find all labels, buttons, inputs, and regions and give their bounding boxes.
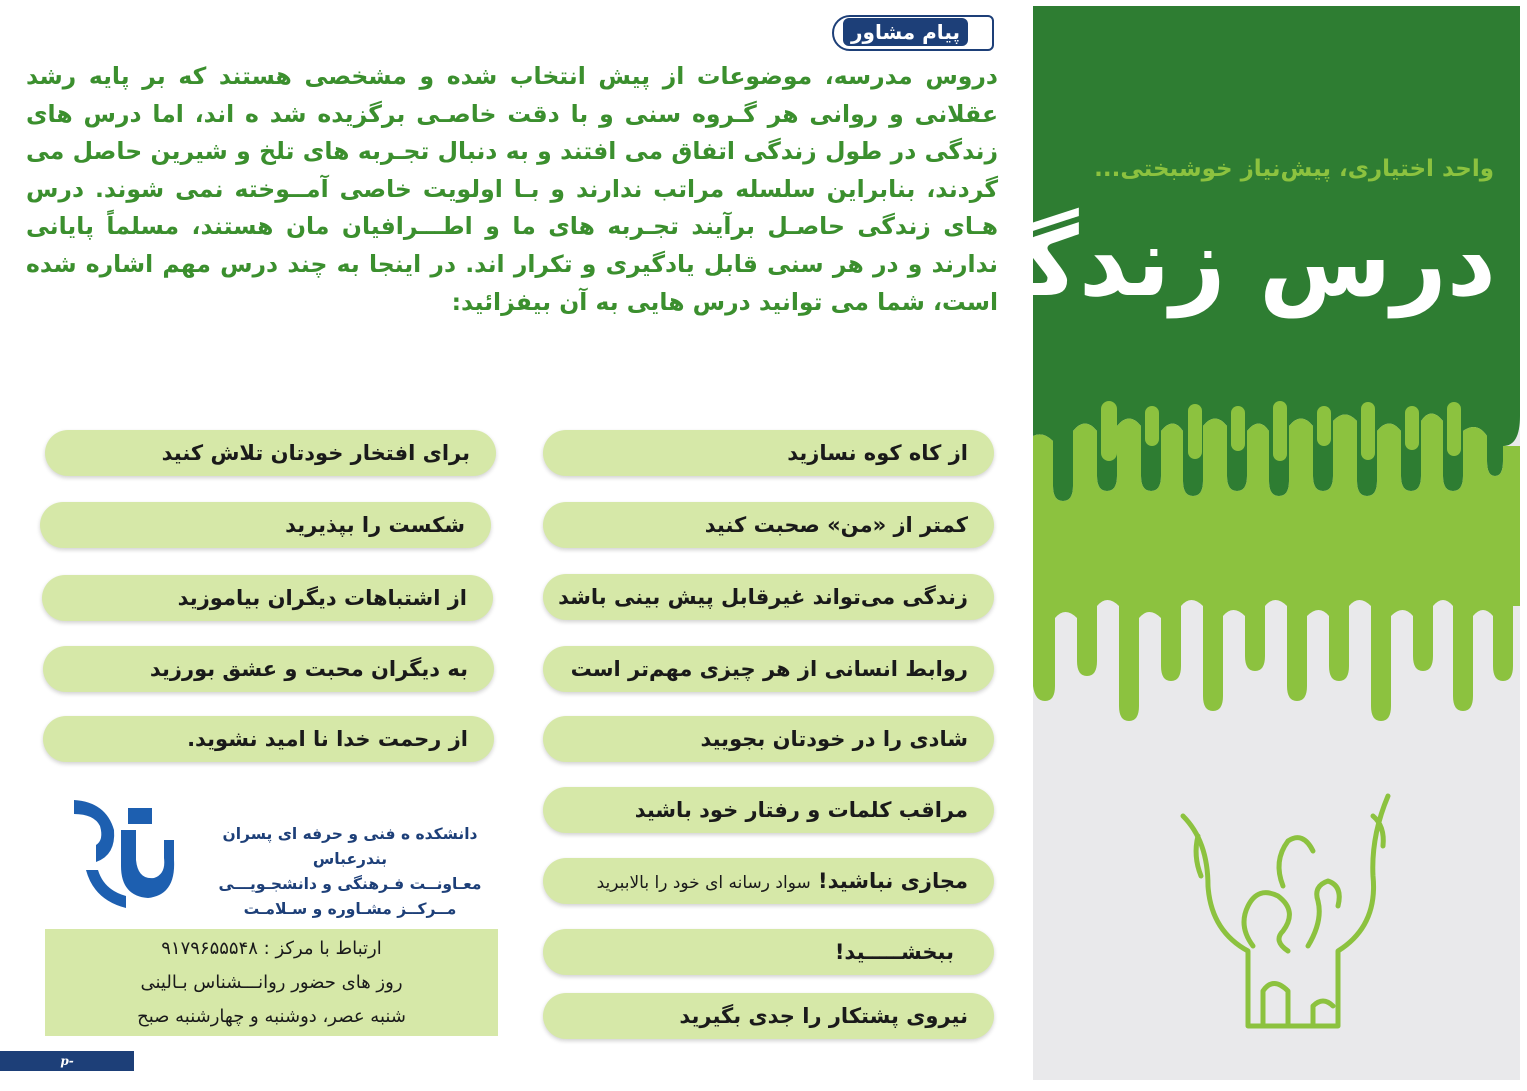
intro-paragraph: دروس مدرسه، موضوعات از پیش انتخاب شده و مشخصی هستند که بر پایه رشد عقلانی و روانی هر گـروه سنی و با دقت خاصـی برگزیده شد ه اند، اما درس های زندگی در طول زندگی اتفاق می افتند و به دنبال تجـربه های تلخ و شیرین حاصل می گردند، بنابراین سلسله مراتب ندارند و بـا اولویت خاصی آمــوخته نمی شوند. درس هـای زندگی حاصـل برآیند تجـربه های ما و اطـــرافیان مان هستند، مسلماً پایانی ندارند و در هر سنی قابل یادگیری و تکرار اند. در اینجا به چند درس مهم اشاره شده است، شما می توانید درس هایی به آن بیفزائید: <box>26 62 998 316</box>
brand-logo <box>832 15 994 51</box>
lesson-item: مراقب کلمات و رفتار خود باشید <box>543 787 994 833</box>
lesson-item-main: مجازی نباشید! <box>818 869 968 893</box>
college-logo-icon <box>66 800 174 910</box>
site-url-badge[interactable]: p-bandarabas.nus.ac.ir <box>0 1051 134 1071</box>
college-info <box>205 822 495 922</box>
brand-label: پیام مشاور <box>843 18 968 46</box>
lesson-item: زندگی می‌تواند غیرقابل پیش بینی باشد <box>543 574 994 620</box>
lesson-item: شادی را در خودتان بجویید <box>543 716 994 762</box>
lesson-item: برای افتخار خودتان تلاش کنید <box>45 430 496 476</box>
contact-box <box>45 929 498 1036</box>
college-name: دانشکده ه فنی و حرفه ای پسران بندرعباس <box>222 825 478 868</box>
college-deputy: معـاونــت فـرهنگی و دانشجـویـــی <box>218 875 482 893</box>
title-panel <box>925 6 1520 1080</box>
lesson-item: نیروی پشتکار را جدی بگیرید <box>543 993 994 1039</box>
contact-days: شنبه عصر، دوشنبه و چهارشنبه صبح <box>137 1006 406 1027</box>
contact-phone: ارتباط با مرکز : ۹۱۷۹۶۵۵۵۴۸ <box>161 938 382 959</box>
lesson-item-suffix: سواد رسانه ای خود را بالاببرید <box>596 873 811 893</box>
lesson-item: شکست را بپذیرید <box>40 502 491 548</box>
panel-title: درس زندگی <box>925 206 1496 318</box>
college-center: مــرکــز مشـاوره و سـلامـت <box>243 900 457 918</box>
lesson-item: به دیگران محبت و عشق بورزید <box>43 646 494 692</box>
lesson-item: ببخشـــــید! <box>543 929 994 975</box>
lesson-item: از اشتباهات دیگران بیاموزید <box>42 575 493 621</box>
lesson-item: کمتر از «من» صحبت کنید <box>543 502 994 548</box>
hands-tree-emblem-icon <box>1183 796 1388 1026</box>
lesson-item: روابط انسانی از هر چیزی مهم‌تر است <box>543 646 994 692</box>
lesson-item: از کاه کوه نسازید <box>543 430 994 476</box>
lesson-item: از رحمت خدا نا امید نشوید. <box>43 716 494 762</box>
lesson-item <box>543 858 994 904</box>
contact-days-label: روز های حضور روانـــشناس بـالینی <box>140 972 403 993</box>
panel-tagline: واحد اختیاری، پیش‌نیاز خوشبختی... <box>1094 156 1494 182</box>
